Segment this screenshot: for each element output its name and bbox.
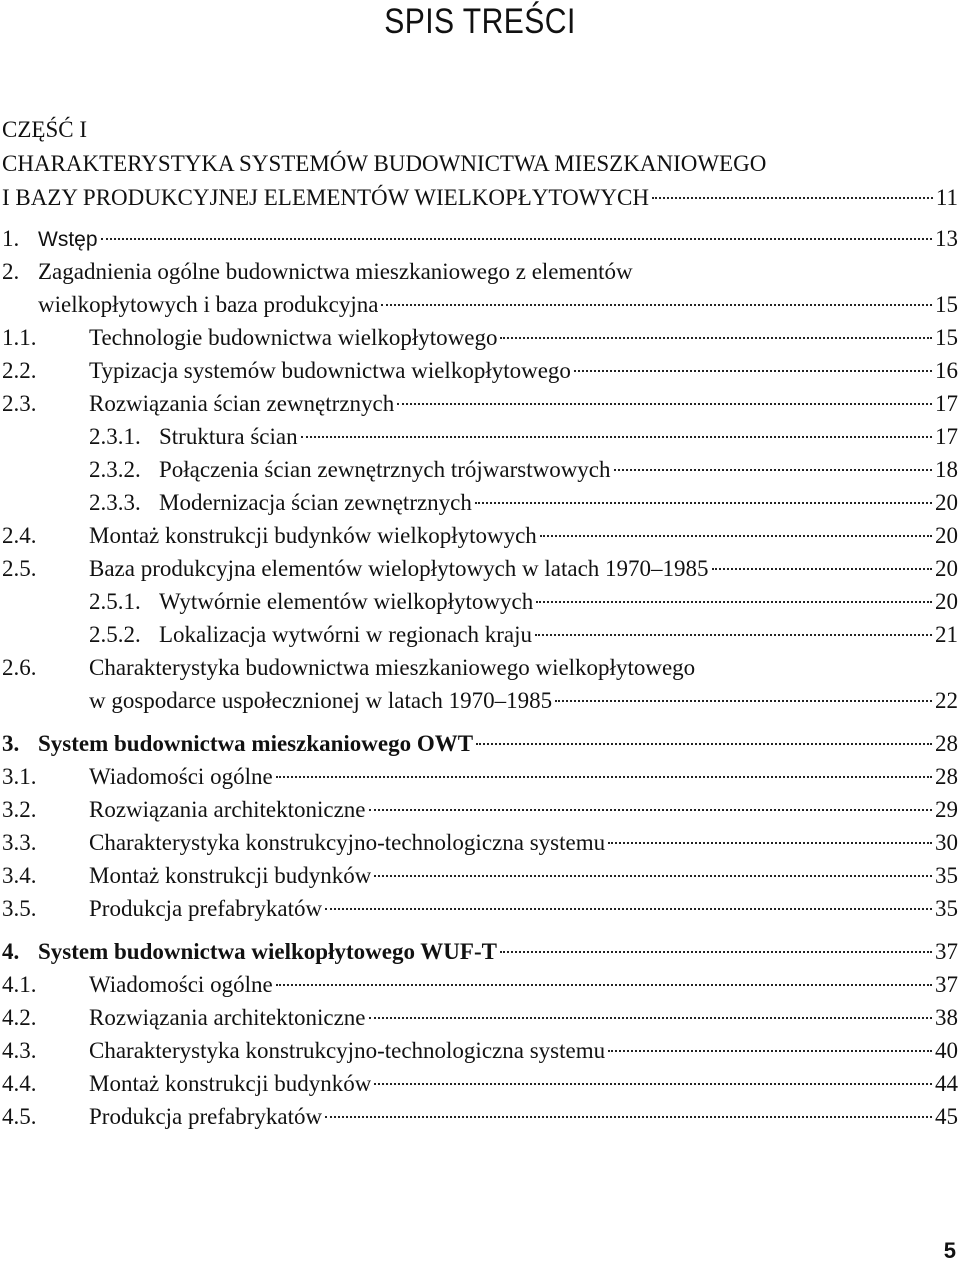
dot-leader: [614, 469, 932, 471]
entry-number: 3.3.: [2, 830, 37, 855]
dot-leader: [540, 535, 932, 537]
dot-leader: [276, 984, 932, 986]
entry-number: 4.: [2, 939, 20, 964]
toc-entry[interactable]: [2, 1067, 958, 1100]
entry-number: 2.5.1.: [89, 589, 141, 614]
entry-label: Montaż konstrukcji budynków: [89, 863, 372, 888]
dot-leader: [381, 304, 932, 306]
dot-leader: [574, 370, 932, 372]
page-ref: 16: [935, 358, 958, 383]
entry-label: Modernizacja ścian zewnętrznych: [159, 490, 472, 515]
dot-leader: [475, 502, 932, 504]
toc-entry-continuation[interactable]: [2, 684, 958, 717]
toc-entry[interactable]: [2, 1001, 958, 1034]
entry-number: 3.2.: [2, 797, 37, 822]
page-ref: 13: [935, 226, 958, 251]
page-number: 5: [943, 1238, 956, 1263]
dot-leader: [608, 842, 932, 844]
page-title: SPIS TREŚCI: [384, 2, 576, 41]
toc-entry[interactable]: [2, 222, 958, 255]
page-ref: 29: [935, 797, 958, 822]
entry-number: 4.5.: [2, 1104, 37, 1129]
dot-leader: [325, 908, 932, 910]
dot-leader: [608, 1050, 932, 1052]
page-ref: 38: [935, 1005, 958, 1030]
entry-number: 2.6.: [2, 655, 37, 680]
entry-label: Charakterystyka konstrukcyjno-technologiczna systemu: [89, 1038, 606, 1063]
toc-entry[interactable]: [2, 826, 958, 859]
page-ref: 20: [935, 556, 958, 581]
page-ref: 28: [935, 731, 958, 756]
entry-number: 2.5.: [2, 556, 37, 581]
entry-label: System budownictwa mieszkaniowego OWT: [38, 731, 474, 756]
entry-label: Produkcja prefabrykatów: [89, 1104, 323, 1129]
toc-entry-continuation[interactable]: [2, 288, 958, 321]
entry-number: 3.5.: [2, 896, 37, 921]
page-ref: 22: [935, 688, 958, 713]
dot-leader: [555, 700, 932, 702]
entry-label: Rozwiązania architektoniczne: [89, 797, 366, 822]
entry-number: 2.2.: [2, 358, 37, 383]
entry-label: Montaż konstrukcji budynków: [89, 1071, 372, 1096]
toc-entry[interactable]: [2, 420, 958, 453]
toc-entry[interactable]: [2, 519, 958, 552]
page-ref: 17: [935, 391, 958, 416]
dot-leader: [325, 1116, 932, 1118]
toc-entry[interactable]: [2, 552, 958, 585]
toc-entry[interactable]: [2, 892, 958, 925]
entry-number: 2.3.2.: [89, 457, 141, 482]
entry-number: 2.: [2, 259, 20, 284]
page-ref: 18: [935, 457, 958, 482]
toc-entry[interactable]: [2, 585, 958, 618]
entry-label: Rozwiązania ścian zewnętrznych: [89, 391, 395, 416]
entry-label: Baza produkcyjna elementów wielopłytowych w latach 1970–1985: [89, 556, 709, 581]
page-ref: 28: [935, 764, 958, 789]
entry-number: 1.: [2, 226, 20, 251]
dot-leader: [476, 743, 932, 745]
entry-label-continued: w gospodarce uspołecznionej w latach 1970–1985: [89, 688, 553, 713]
entry-label: Charakterystyka konstrukcyjno-technologiczna systemu: [89, 830, 606, 855]
entry-label: Charakterystyka budownictwa mieszkaniowego wielkopłytowego: [89, 655, 696, 680]
entry-label: Typizacja systemów budownictwa wielkopłytowego: [89, 358, 571, 383]
part-heading: [2, 113, 958, 215]
entry-label: Wiadomości ogólne: [89, 972, 273, 997]
toc-entry[interactable]: [2, 651, 958, 684]
toc-entry[interactable]: [2, 1034, 958, 1067]
entry-label: Wytwórnie elementów wielkopłytowych: [159, 589, 534, 614]
page-ref: 44: [935, 1071, 958, 1096]
toc-entry[interactable]: [2, 255, 958, 288]
page-ref: 17: [935, 424, 958, 449]
entry-label: Technologie budownictwa wielkopłytowego: [89, 325, 498, 350]
page-ref: 35: [935, 863, 958, 888]
dot-leader: [652, 197, 933, 199]
toc-entry[interactable]: [2, 935, 958, 968]
toc-entry[interactable]: [2, 968, 958, 1001]
dot-leader: [369, 809, 933, 811]
page-ref: 40: [935, 1038, 958, 1063]
entry-label: System budownictwa wielkopłytowego WUF-T: [38, 939, 497, 964]
entry-number: 4.3.: [2, 1038, 37, 1063]
dot-leader: [369, 1017, 933, 1019]
toc-entry[interactable]: [2, 859, 958, 892]
entry-label: Produkcja prefabrykatów: [89, 896, 323, 921]
part-label: CZĘŚĆ I: [2, 117, 87, 142]
page-ref: 15: [935, 325, 958, 350]
toc-entry[interactable]: [2, 727, 958, 760]
dot-leader: [374, 875, 932, 877]
entry-number: 3.1.: [2, 764, 37, 789]
entry-number: 4.2.: [2, 1005, 37, 1030]
dot-leader: [276, 776, 932, 778]
page-ref: 30: [935, 830, 958, 855]
dot-leader: [712, 568, 932, 570]
entry-label: Zagadnienia ogólne budownictwa mieszkaniowego z elementów: [38, 259, 633, 284]
toc-entry[interactable]: [2, 618, 958, 651]
dot-leader: [301, 436, 932, 438]
page-ref: 20: [935, 490, 958, 515]
entry-label: Wiadomości ogólne: [89, 764, 273, 789]
dot-leader: [500, 337, 932, 339]
entry-label: Lokalizacja wytwórni w regionach kraju: [159, 622, 532, 647]
dot-leader: [397, 403, 932, 405]
entry-number: 3.: [2, 731, 20, 756]
toc-entry[interactable]: [2, 354, 958, 387]
dot-leader: [101, 238, 932, 240]
part-title-line1: CHARAKTERYSTYKA SYSTEMÓW BUDOWNICTWA MIESZKANIOWEGO: [2, 151, 767, 176]
entry-label: Struktura ścian: [159, 424, 298, 449]
page-ref: 11: [935, 185, 958, 210]
dot-leader: [536, 601, 932, 603]
toc-entry[interactable]: [2, 321, 958, 354]
toc-entry[interactable]: [2, 387, 958, 420]
entry-number: 1.1.: [2, 325, 37, 350]
toc-entry[interactable]: [2, 453, 958, 486]
part-title-line2: I BAZY PRODUKCYJNEJ ELEMENTÓW WIELKOPŁYTOWYCH: [2, 185, 649, 210]
entry-number: 2.3.: [2, 391, 37, 416]
dot-leader: [535, 634, 932, 636]
entry-label: Rozwiązania architektoniczne: [89, 1005, 366, 1030]
entry-label: Wstęp: [38, 228, 98, 251]
dot-leader: [374, 1083, 932, 1085]
table-of-contents: [2, 222, 958, 1133]
page-ref: 20: [935, 523, 958, 548]
entry-number: 3.4.: [2, 863, 37, 888]
page-ref: 21: [935, 622, 958, 647]
entry-number: 4.4.: [2, 1071, 37, 1096]
entry-number: 4.1.: [2, 972, 37, 997]
entry-number: 2.5.2.: [89, 622, 141, 647]
page-ref: 37: [935, 939, 958, 964]
entry-label: Połączenia ścian zewnętrznych trójwarstwowych: [159, 457, 611, 482]
entry-number: 2.4.: [2, 523, 37, 548]
entry-label-continued: wielkopłytowych i baza produkcyjna: [38, 292, 379, 317]
page-ref: 15: [935, 292, 958, 317]
entry-number: 2.3.3.: [89, 490, 141, 515]
toc-entry[interactable]: [2, 486, 958, 519]
page-ref: 45: [935, 1104, 958, 1129]
page-ref: 35: [935, 896, 958, 921]
toc-entry[interactable]: [2, 793, 958, 826]
dot-leader: [500, 951, 932, 953]
toc-entry[interactable]: [2, 760, 958, 793]
page-ref: 37: [935, 972, 958, 997]
entry-number: 2.3.1.: [89, 424, 141, 449]
entry-label: Montaż konstrukcji budynków wielkopłytowych: [89, 523, 537, 548]
toc-entry[interactable]: [2, 1100, 958, 1133]
page-ref: 20: [935, 589, 958, 614]
